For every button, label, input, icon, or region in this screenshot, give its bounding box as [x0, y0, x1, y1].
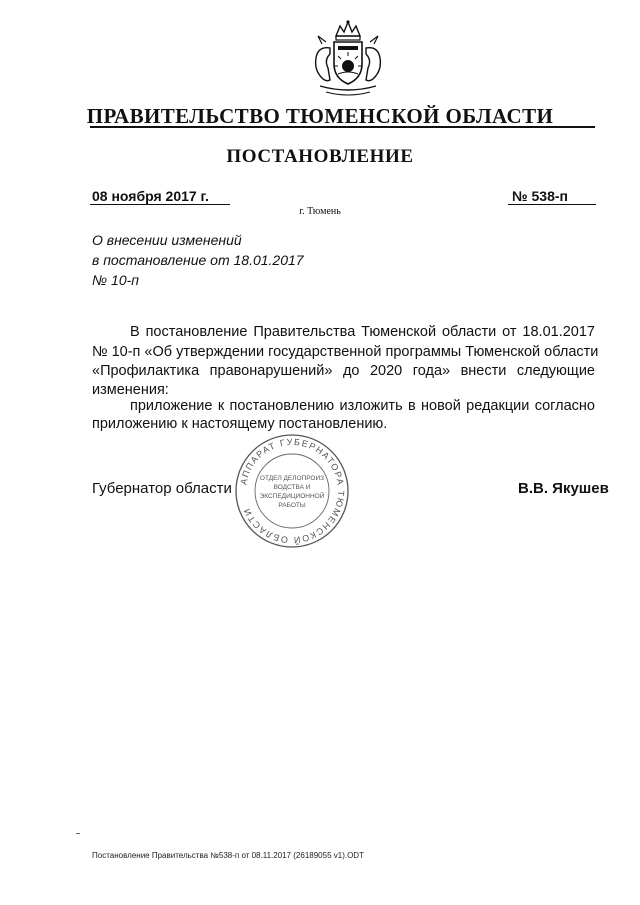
stamp-center-line: РАБОТЫ — [278, 502, 306, 509]
stamp-ring-text: АППАРАТ ГУБЕРНАТОРА ТЮМЕНСКОЙ ОБЛАСТИ — [238, 436, 347, 546]
stamp-center-line: ОТДЕЛ ДЕЛОПРОИЗ — [259, 475, 325, 482]
document-number: № 538-п — [512, 188, 568, 204]
document-subject — [92, 230, 304, 290]
body-paragraph-line: «Профилактика правонарушений» до 2020 года» внести следующие — [92, 363, 595, 379]
document-date: 08 ноября 2017 г. — [92, 188, 209, 204]
document-type-heading: ПОСТАНОВЛЕНИЕ — [226, 146, 414, 167]
body-paragraph-line: приложение к постановлению изложить в новой редакции согласно — [130, 398, 595, 414]
stamp-center-line: ВОДСТВА И — [273, 484, 311, 491]
document-footer: Постановление Правительства №538-п от 08.11.2017 (26189055 v1).ODT — [92, 851, 364, 860]
number-underline — [508, 204, 596, 205]
body-paragraph-line: приложению к настоящему постановлению. — [92, 416, 388, 432]
signer-position: Губернатор области — [92, 480, 232, 497]
subject-line: № 10-п — [92, 272, 139, 288]
document-city: г. Тюмень — [299, 206, 341, 217]
body-paragraph-line: изменения: — [92, 382, 169, 398]
subject-line: О внесении изменений — [92, 232, 242, 248]
official-stamp-icon — [233, 432, 351, 550]
stamp-center-line: ЭКСПЕДИЦИОННОЙ — [259, 493, 325, 500]
government-title: ПРАВИТЕЛЬСТВО ТЮМЕНСКОЙ ОБЛАСТИ — [86, 104, 554, 128]
body-paragraph-line: В постановление Правительства Тюменской области от 18.01.2017 — [130, 324, 595, 340]
subject-line: в постановление от 18.01.2017 — [92, 252, 304, 268]
signer-name: В.В. Якушев — [518, 480, 609, 497]
body-paragraph-line: № 10-п «Об утверждении государственной программы Тюменской области — [92, 344, 599, 360]
svg-text:АППАРАТ ГУБЕРНАТОРА ТЮМЕНСКОЙ — [238, 437, 346, 546]
title-underline — [90, 126, 595, 128]
date-underline — [90, 204, 230, 205]
coat-of-arms-icon — [300, 18, 396, 100]
margin-mark — [76, 833, 80, 834]
